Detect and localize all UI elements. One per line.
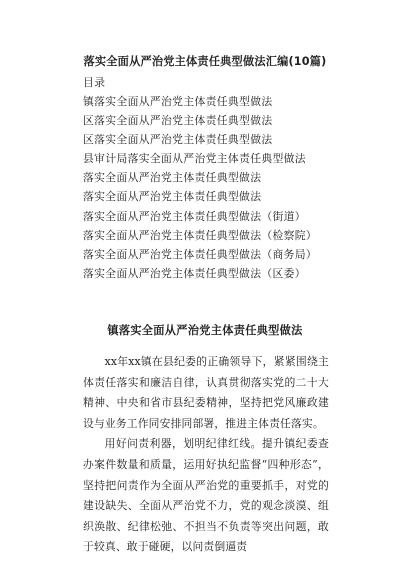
- paragraph: 用好问责利器，划明纪律红线。提升镇纪委查办案件数量和质量，运用好执纪监督“四种形态”，坚持把问责作为全面从严治党的重要抓手，对党的建设缺失、全面从严治党不力，党的观念淡漠、组织涣散、纪律松弛、不担当不负责等突出问题，敢于较真、敢于碰硬，以问责倒逼责: [83, 437, 329, 554]
- toc-item: 区落实全面从严治党主体责任典型做法: [83, 133, 273, 147]
- table-of-contents: [83, 92, 317, 283]
- toc-item: 县审计局落实全面从严治党主体责任典型做法: [83, 152, 306, 166]
- toc-item: 落实全面从严治党主体责任典型做法: [83, 171, 262, 185]
- toc-item: 落实全面从严治党主体责任典型做法（商务局）: [83, 247, 318, 261]
- toc-item: 落实全面从严治党主体责任典型做法（街道）: [83, 209, 306, 223]
- body-text: [83, 352, 329, 558]
- toc-heading: 目录: [83, 76, 106, 89]
- document-title: 落实全面从严治党主体责任典型做法汇编(10篇): [83, 55, 327, 68]
- toc-item: 落实全面从严治党主体责任典型做法（区委）: [83, 266, 306, 280]
- toc-item: 镇落实全面从严治党主体责任典型做法: [83, 95, 273, 108]
- section-title: 镇落实全面从严治党主体责任典型做法: [107, 324, 303, 337]
- toc-item: 落实全面从严治党主体责任典型做法（检察院）: [83, 228, 318, 242]
- toc-item: 区落实全面从严治党主体责任典型做法: [83, 114, 273, 128]
- paragraph: xx年xx镇在县纪委的正确领导下，紧紧围绕主体责任落实和廉洁自律，认真贯彻落实党的二十大精神、中央和省市县纪委精神，坚持把党风廉政建设与业务工作同安排同部署，推进主体责任落实。: [83, 355, 329, 430]
- toc-item: 落实全面从严治党主体责任典型做法: [83, 190, 262, 204]
